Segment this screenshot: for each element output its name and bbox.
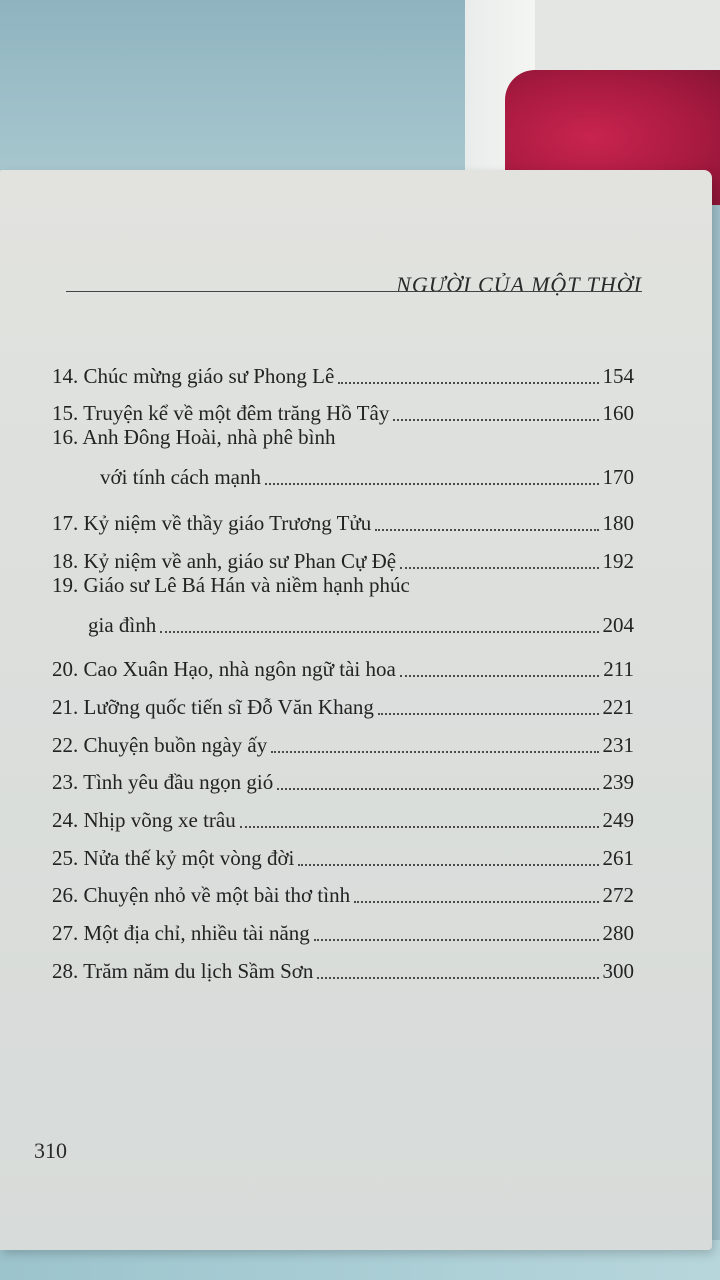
toc-entry-title: 26. Chuyện nhỏ về một bài thơ tình: [52, 883, 351, 907]
toc-leader-dots: [378, 713, 599, 715]
toc-page-number: 154: [602, 364, 634, 388]
toc-entry-title: 24. Nhịp võng xe trâu: [52, 808, 236, 832]
toc-page-number: 211: [603, 657, 634, 681]
toc-entry-title: 20. Cao Xuân Hạo, nhà ngôn ngữ tài hoa: [52, 657, 396, 681]
toc-entry-title: 23. Tình yêu đầu ngọn gió: [52, 770, 274, 794]
toc-entry: [52, 837, 634, 871]
toc-leader-dots: [338, 382, 598, 384]
toc-page-number: 160: [602, 401, 634, 425]
toc-page-number: 204: [602, 613, 634, 637]
toc-leader-dots: [393, 419, 598, 421]
toc-entry: [52, 950, 634, 984]
toc-entry-title: 22. Chuyện buồn ngày ấy: [52, 733, 268, 757]
toc-leader-dots: [240, 826, 599, 828]
toc-entry-title: với tính cách mạnh: [100, 465, 261, 489]
toc-leader-dots: [160, 631, 598, 633]
toc-leader-dots: [317, 977, 598, 979]
toc-leader-dots: [277, 788, 598, 790]
toc-leader-dots: [265, 483, 599, 485]
toc-entry: [52, 912, 634, 946]
toc-leader-dots: [314, 939, 599, 941]
toc-entry-title: gia đình: [88, 613, 157, 637]
toc-entry: [52, 686, 634, 720]
toc-page-number: 261: [602, 846, 634, 870]
toc-entry-title: 27. Một địa chỉ, nhiều tài năng: [52, 921, 310, 945]
running-header: NGƯỜI CỦA MỘT THỜI: [396, 272, 642, 297]
toc-page-number: 249: [602, 808, 634, 832]
toc-entry: [52, 761, 634, 795]
toc-leader-dots: [375, 529, 598, 531]
toc-leader-dots: [271, 751, 598, 753]
toc-page-number: 180: [602, 511, 634, 535]
toc-entry: [52, 799, 634, 833]
toc-page-number: 231: [602, 733, 634, 757]
toc-leader-dots: [400, 675, 599, 677]
toc-entry-title: 14. Chúc mừng giáo sư Phong Lê: [52, 364, 335, 388]
toc-entry-title: 17. Kỷ niệm về thầy giáo Trương Tửu: [52, 511, 372, 535]
toc-page-number: 239: [602, 770, 634, 794]
background-wall: [0, 0, 470, 185]
toc-entry-title: 28. Trăm năm du lịch Sầm Sơn: [52, 959, 314, 983]
toc-entry-title-line1: 16. Anh Đông Hoài, nhà phê bình: [52, 425, 336, 449]
toc-entry-title-line1: 19. Giáo sư Lê Bá Hán và niềm hạnh phúc: [52, 573, 410, 597]
toc-entry: [52, 456, 634, 490]
toc-entry-title: 25. Nửa thế kỷ một vòng đời: [52, 846, 295, 870]
toc-entry: [52, 392, 634, 426]
toc-page-number: 192: [602, 549, 634, 573]
toc-page-number: 300: [602, 959, 634, 983]
toc-entry: [52, 540, 634, 574]
toc-entry: [52, 604, 634, 638]
toc-entry: [52, 648, 634, 682]
toc-entry-title: 15. Truyện kể về một đêm trăng Hồ Tây: [52, 401, 390, 425]
toc-page-number: 221: [602, 695, 634, 719]
toc-leader-dots: [400, 567, 598, 569]
toc-entry: [52, 502, 634, 536]
toc-leader-dots: [354, 901, 598, 903]
toc-entry: [52, 355, 634, 389]
toc-page-number: 280: [602, 921, 634, 945]
toc-entry-title: 21. Lưỡng quốc tiến sĩ Đỗ Văn Khang: [52, 695, 374, 719]
toc-entry: [52, 874, 634, 908]
toc-page-number: 272: [602, 883, 634, 907]
toc-page-number: 170: [602, 465, 634, 489]
toc-entry-title: 18. Kỷ niệm về anh, giáo sư Phan Cự Đệ: [52, 549, 397, 573]
toc-entry: [52, 724, 634, 758]
header-rule: [66, 291, 642, 292]
page-number: 310: [34, 1138, 67, 1163]
toc-leader-dots: [298, 864, 598, 866]
